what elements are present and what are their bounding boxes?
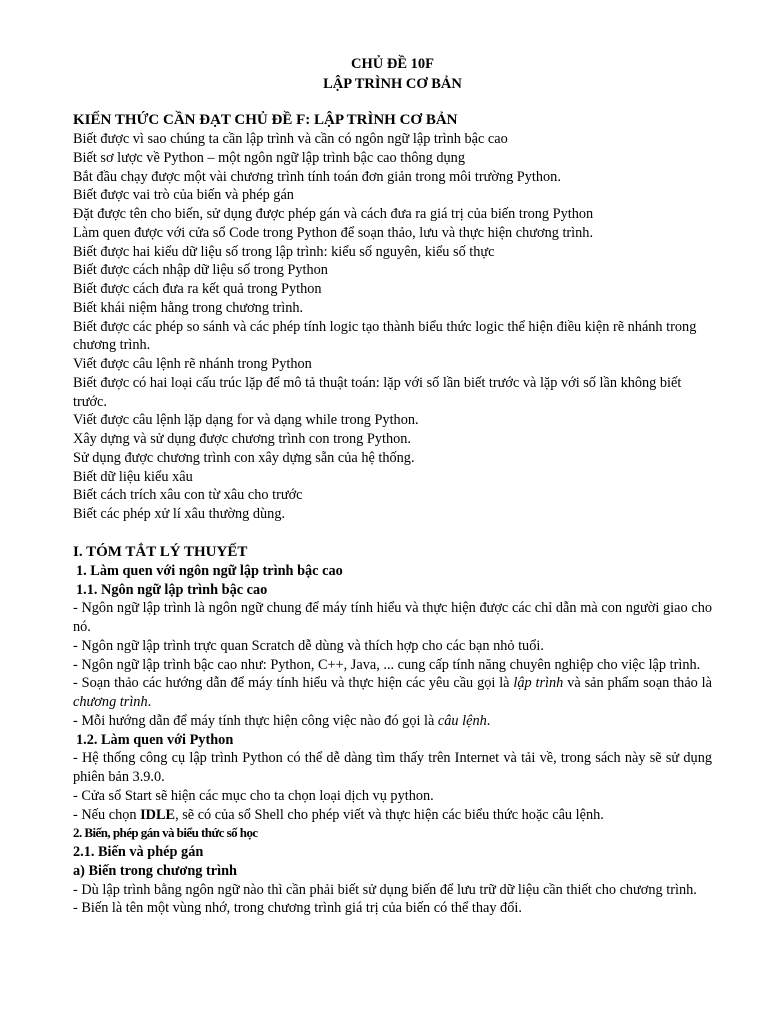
objective-item: Biết được vai trò của biến và phép gán xyxy=(73,187,294,204)
text-run: - Nếu chọn xyxy=(73,806,141,823)
section-2-heading: 2. Biến, phép gán và biểu thức số học xyxy=(73,825,258,841)
section-1-2-heading: 1.2. Làm quen với Python xyxy=(76,731,234,748)
theory-heading: I. TÓM TẮT LÝ THUYẾT xyxy=(73,543,248,560)
paragraph xyxy=(73,674,712,712)
objective-item: Biết sơ lược về Python – một ngôn ngữ lập trình bậc cao thông dụng xyxy=(73,149,465,166)
objective-item: Xây dựng và sử dụng được chương trình con trong Python. xyxy=(73,431,411,447)
topic-number: CHỦ ĐỀ 10F xyxy=(351,56,434,72)
section-1-heading: 1. Làm quen với ngôn ngữ lập trình bậc cao xyxy=(76,562,343,579)
objective-item: Biết được cách đưa ra kết quả trong Python xyxy=(73,281,322,297)
objective-item: Biết khái niệm hằng trong chương trình. xyxy=(73,299,304,316)
paragraph: - Ngôn ngữ lập trình trực quan Scratch dễ dùng và thích hợp cho các bạn nhỏ tuổi. xyxy=(73,637,544,654)
paragraph xyxy=(73,712,712,731)
term-chuong-trinh: chương trình xyxy=(73,694,148,710)
objective-item: Biết cách trích xâu con từ xâu cho trước xyxy=(73,487,303,504)
paragraph: - Biến là tên một vùng nhớ, trong chương trình giá trị của biến có thể thay đổi. xyxy=(73,900,522,917)
paragraph: - Dù lập trình bằng ngôn ngữ nào thì cần phải biết sử dụng biến để lưu trữ dữ liệu cần thiết cho chương trình. xyxy=(73,881,697,898)
objective-item: Biết các phép xử lí xâu thường dùng. xyxy=(73,506,286,522)
objective-item: Biết được cách nhập dữ liệu số trong Python xyxy=(73,262,328,279)
objective-item: Bắt đầu chạy được một vài chương trình tính toán đơn giản trong môi trường Python. xyxy=(73,168,561,185)
term-cau-lenh: câu lệnh xyxy=(437,712,487,729)
objective-item: Biết được vì sao chúng ta cần lập trình và cần có ngôn ngữ lập trình bậc cao xyxy=(73,131,508,147)
text-run: - Soạn thảo các hướng dẫn để máy tính hiểu và thực hiện các yêu cầu gọi là xyxy=(73,675,514,692)
term-lap-trinh: lập trình xyxy=(513,675,564,692)
objective-item: Biết được các phép so sánh và các phép tính logic tạo thành biểu thức logic thể hiện điều kiện rẽ nhánh trong chương trình. xyxy=(73,318,697,354)
paragraph xyxy=(73,806,712,825)
paragraph: - Ngôn ngữ lập trình bậc cao như: Python, C++, Java, ... cung cấp tính năng chuyên nghiệp cho việc lập trình. xyxy=(73,656,701,673)
objective-item: Làm quen được với cửa sổ Code trong Python để soạn thảo, lưu và thực hiện chương trình. xyxy=(73,224,594,241)
objectives-list xyxy=(73,130,712,524)
objective-item: Biết được có hai loại cấu trúc lặp để mô tả thuật toán: lặp với số lần biết trước và lặp với số lần không biết trước. xyxy=(73,374,682,410)
objective-item: Biết được hai kiểu dữ liệu số trong lập trình: kiểu số nguyên, kiểu số thực xyxy=(73,243,495,260)
subsection-a-heading: a) Biến trong chương trình xyxy=(73,862,237,879)
title-block xyxy=(73,0,712,94)
objectives-heading: KIẾN THỨC CẦN ĐẠT CHỦ ĐỀ F: LẬP TRÌNH CƠ BẢN xyxy=(73,112,458,128)
objective-item: Sử dụng được chương trình con xây dựng sẵn của hệ thống. xyxy=(73,449,415,466)
paragraph: - Ngôn ngữ lập trình là ngôn ngữ chung để máy tính hiểu và thực hiện được các chỉ dẫn mà con người giao cho nó. xyxy=(73,600,712,635)
term-idle: IDLE xyxy=(140,806,176,823)
objective-item: Đặt được tên cho biến, sử dụng được phép gán và cách đưa ra giá trị của biến trong Python xyxy=(73,206,594,222)
section-1-1-heading: 1.1. Ngôn ngữ lập trình bậc cao xyxy=(76,581,268,598)
text-run: và sản phẩm soạn thảo là xyxy=(563,675,712,692)
paragraph: - Cửa sổ Start sẽ hiện các mục cho ta chọn loại dịch vụ python. xyxy=(73,787,434,804)
objective-item: Biết dữ liệu kiểu xâu xyxy=(73,468,193,485)
section-2-1-heading: 2.1. Biến và phép gán xyxy=(73,844,204,860)
paragraph: - Hệ thống công cụ lập trình Python có thể dễ dàng tìm thấy trên Internet và tải về, trong sách này sẽ sử dụng phiên bản 3.9.0. xyxy=(73,750,712,785)
objective-item: Viết được câu lệnh lặp dạng for và dạng while trong Python. xyxy=(73,412,419,429)
text-run: . xyxy=(147,694,152,710)
text-run: , sẽ có của sổ Shell cho phép viết và thực hiện các biểu thức hoặc câu lệnh. xyxy=(175,806,604,823)
objective-item: Viết được câu lệnh rẽ nhánh trong Python xyxy=(73,356,312,372)
topic-title: LẬP TRÌNH CƠ BẢN xyxy=(323,76,462,92)
text-run: - Mỗi hướng dẫn để máy tính thực hiện công việc nào đó gọi là xyxy=(73,712,438,729)
text-run: . xyxy=(486,712,491,729)
